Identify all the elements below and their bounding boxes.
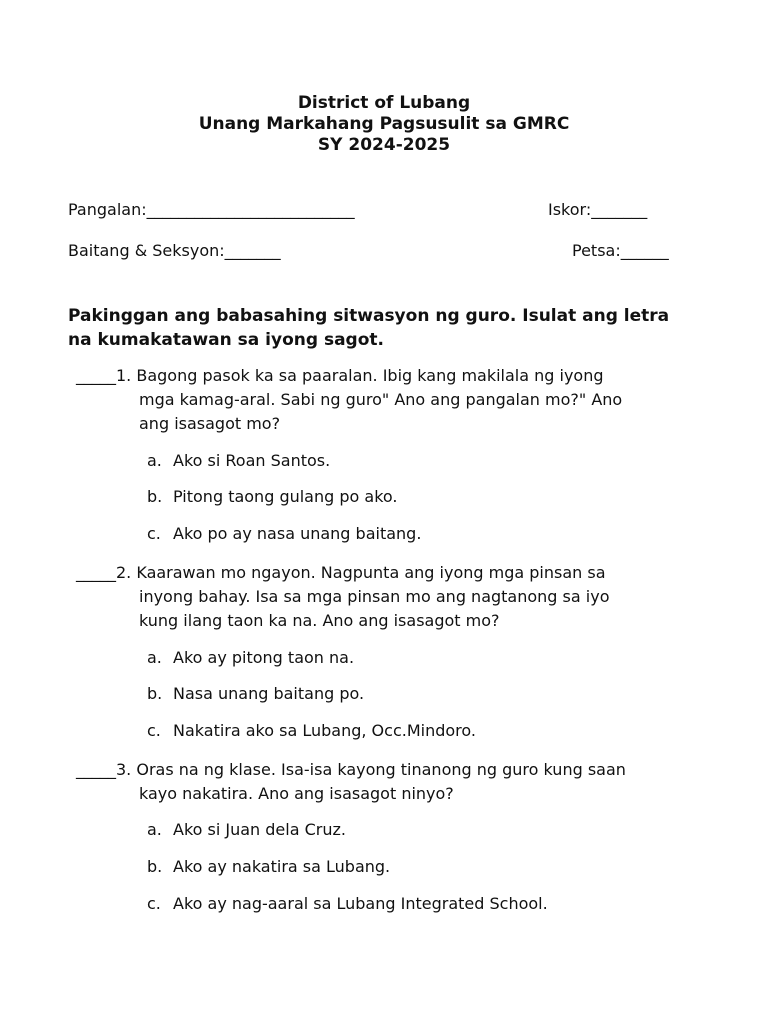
question-1-line: mga kamag-aral. Sabi ng guro" Ano ang pangalan mo?" Ano [139,390,623,409]
question-2-line: kung ilang taon ka na. Ano ang isasagot mo? [139,611,500,630]
question-1-choice-b [147,487,398,507]
choice-text: Pitong taong gulang po ako. [173,487,398,506]
choice-text: Nakatira ako sa Lubang, Occ.Mindoro. [173,721,476,740]
choice-text: Ako ay nag-aaral sa Lubang Integrated School. [173,894,548,913]
question-2-choice-a [147,648,354,668]
exam-header [0,93,768,156]
question-3 [76,758,716,806]
question-1 [76,364,716,436]
school-year: SY 2024-2025 [317,135,451,155]
question-3-choice-a [147,820,346,840]
choice-text: Ako ay pitong taon na. [173,648,355,667]
question-2-line: _____2. Kaarawan mo ngayon. Nagpunta ang iyong mga pinsan sa [76,563,606,582]
question-1-choice-c [147,524,421,544]
grade-section-field[interactable]: Baitang & Seksyon:_______ [68,241,281,260]
choice-letter: b. [147,684,163,703]
choice-text: Ako si Roan Santos. [173,451,331,470]
instructions-line: Pakinggan ang babasahing sitwasyon ng guro. Isulat ang letra [68,306,670,326]
exam-title: Unang Markahang Pagsusulit sa GMRC [198,114,570,134]
question-3-choice-b [147,857,390,877]
choice-letter: c. [147,894,161,913]
instructions-line: na kumakatawan sa iyong sagot. [68,330,384,350]
choice-letter: b. [147,857,163,876]
choice-letter: b. [147,487,163,506]
date-field[interactable]: Petsa:______ [572,241,669,260]
choice-text: Ako si Juan dela Cruz. [173,820,346,839]
question-1-line: ang isasagot mo? [139,414,281,433]
question-2-choice-b [147,684,364,704]
score-field[interactable]: Iskor:_______ [548,200,648,219]
question-2-choice-c [147,721,476,741]
choice-letter: a. [147,451,162,470]
question-3-line: _____3. Oras na ng klase. Isa-isa kayong tinanong ng guro kung saan [76,760,626,779]
question-2 [76,561,716,633]
choice-text: Ako ay nakatira sa Lubang. [173,857,391,876]
question-1-line: _____1. Bagong pasok ka sa paaralan. Ibig kang makilala ng iyong [76,366,604,385]
choice-text: Nasa unang baitang po. [173,684,365,703]
choice-letter: a. [147,648,162,667]
instructions [68,304,708,352]
question-1-choice-a [147,451,330,471]
choice-letter: c. [147,721,161,740]
question-2-line: inyong bahay. Isa sa mga pinsan mo ang nagtanong sa iyo [139,587,610,606]
district-title: District of Lubang [297,93,471,113]
choice-letter: a. [147,820,162,839]
question-3-choice-c [147,894,548,914]
choice-text: Ako po ay nasa unang baitang. [173,524,422,543]
choice-letter: c. [147,524,161,543]
question-3-line: kayo nakatira. Ano ang isasagot ninyo? [139,784,454,803]
name-field[interactable]: Pangalan:__________________________ [68,200,355,219]
